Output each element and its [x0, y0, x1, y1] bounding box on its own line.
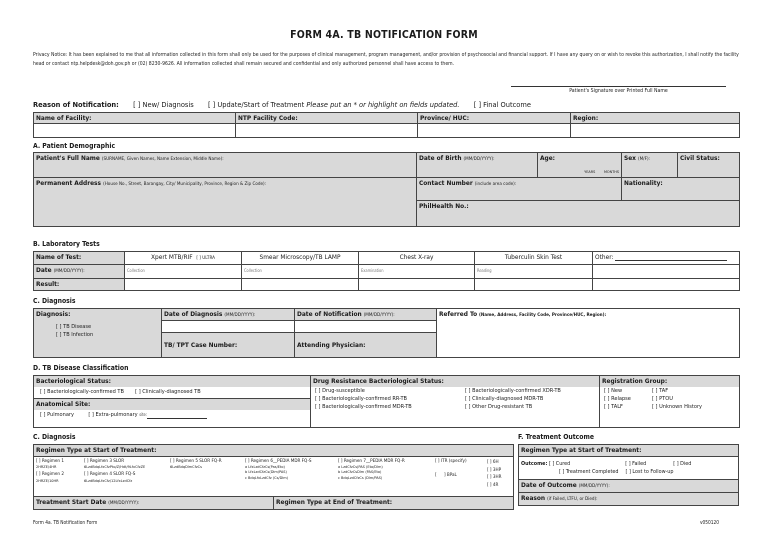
reg-options-left	[604, 387, 652, 411]
full-name-hint: (SURNAME, Given Names, Name Extension, Middle Name):	[101, 157, 224, 162]
philhealth-label: PhilHealth No.:	[419, 202, 469, 210]
civil-status-label: Civil Status:	[680, 154, 720, 162]
bact-confirmed-checkbox[interactable]: [ ] Bacteriologically-confirmed TB	[40, 389, 124, 395]
bpal-checkbox[interactable]: BPaL	[446, 473, 457, 479]
age-label: Age:	[540, 154, 556, 162]
pulmonary-checkbox[interactable]: [ ] Pulmonary	[40, 412, 74, 418]
dr-status-options	[311, 387, 599, 411]
reason-outcome-label: Reason	[521, 494, 546, 502]
treatment-outcome-table	[518, 444, 739, 506]
reg-group-option-left-3[interactable]: [ ] TALF	[604, 404, 623, 410]
dr-option-right-1[interactable]: [ ] Bacteriologically-confirmed XDR-TB	[465, 388, 561, 394]
registration-group-cell	[600, 376, 740, 428]
regimen-7-option-2[interactable]: b LzdCfzCsDlm (PAS/Eto)	[338, 469, 382, 475]
regimen-7-checkbox[interactable]: [ ] Regimen 7	[338, 459, 366, 464]
xpert-label: Xpert MTB/RIF	[151, 253, 193, 261]
outcome-label: Outcome:	[521, 461, 548, 467]
regimen-6-sub: PEDIA MDR FQ-S	[277, 459, 312, 464]
cxr-examination-hint: Examination	[361, 268, 384, 273]
diagnosis-table	[33, 308, 740, 358]
region-field[interactable]	[571, 124, 740, 138]
regimen-7-group: [ ] Regimen 7__PEDIA MDR FQ-R a LzdCfzCs(PAS (Eto/Dlm) b LzdCfzCsDlm (PAS/Eto) c BdqLzdCfzCs (Dlm/PAS)	[338, 459, 432, 480]
xpert-result-field[interactable]	[125, 279, 242, 291]
reg-group-option-right-3[interactable]: [ ] Unknown History	[652, 404, 702, 410]
tst-test-header: Tuberculin Skin Test	[475, 252, 593, 265]
section-b-title: B. Laboratory Tests	[33, 240, 100, 248]
tst-result-field[interactable]	[475, 279, 593, 291]
f-regimen-start-label: Regimen Type at Start of Treatment:	[519, 445, 739, 457]
reg-group-option-left-1[interactable]: [ ] New	[604, 388, 623, 394]
tst-reading-hint: Reading	[477, 268, 492, 273]
form-title: FORM 4A. TB NOTIFICATION FORM	[290, 29, 478, 41]
failed-checkbox[interactable]: [ ] Failed	[625, 461, 647, 467]
contact-label: Contact Number	[419, 179, 473, 187]
footer-form-name: Form 4a. TB Notification Form	[33, 521, 98, 526]
section-c2-title: C. Diagnosis	[33, 433, 76, 441]
date-row-label	[34, 265, 125, 279]
itr-checkbox[interactable]: [ ] ITR (specify)	[435, 459, 467, 464]
reason-final-checkbox[interactable]: [ ] Final Outcome	[473, 100, 531, 109]
xpert-date-field[interactable]	[125, 265, 242, 279]
attending-physician-cell[interactable]: Attending Physician:	[295, 333, 437, 358]
regimen-5-group	[170, 459, 244, 469]
section-a-title: A. Patient Demographic	[33, 142, 116, 150]
reason-update-checkbox[interactable]: [ ] Update/Start of Treatment	[207, 100, 305, 109]
dob-hint: (MM/DD/YYYY):	[463, 157, 495, 162]
nationality-label: Nationality:	[624, 179, 663, 187]
permanent-address-cell[interactable]	[34, 178, 417, 227]
tpt-option-4[interactable]: [ ] 4R	[487, 482, 499, 488]
test-date-hint: (MM/DD/YYYY):	[53, 269, 85, 274]
ltfu-checkbox[interactable]: [ ] Lost to Follow-up	[625, 469, 674, 475]
reason-outcome-hint: (if Failed, LTFU, or Died):	[547, 497, 598, 502]
case-number-cell[interactable]: TB/ TPT Case Number:	[162, 333, 295, 358]
regimen-7-option-3[interactable]: c BdqLzdCfzCs (Dlm/PAS)	[338, 474, 383, 480]
date-dx-hint: (MM/DD/YYYY):	[224, 313, 256, 318]
cxr-date-field[interactable]	[359, 265, 475, 279]
regimen-5-sub: SLOR FQ-R	[199, 459, 222, 464]
reg-group-option-left-2[interactable]: [ ] Relapse	[604, 396, 631, 402]
reg-group-option-right-2[interactable]: [ ] PTOU	[652, 396, 673, 402]
reg-group-label: Registration Group:	[600, 376, 739, 387]
dr-option-left-3[interactable]: [ ] Bacteriologically-confirmed MDR-TB	[315, 404, 412, 410]
xpert-test-header	[125, 252, 242, 265]
signature-line[interactable]	[511, 86, 726, 87]
date-of-notification-field[interactable]	[295, 321, 437, 333]
address-label: Permanent Address	[36, 179, 102, 187]
reg-group-options	[600, 387, 739, 411]
regimen-6-checkbox[interactable]: [ ] Regimen 6	[245, 459, 273, 464]
anat-site-options	[34, 410, 310, 420]
regimen-3-line: 6LzdBdqLfxCfzPto/Z/Hdt/9LfxCfzZE	[84, 464, 146, 470]
regimen-1-checkbox[interactable]: [ ] Regimen 1	[36, 459, 64, 464]
dr-option-right-2[interactable]: [ ] Clinically-diagnosed MDR-TB	[465, 396, 544, 402]
tpt-option-1[interactable]: [ ] 6H	[487, 460, 499, 465]
tpt-options	[487, 459, 511, 489]
dob-label: Date of Birth	[419, 154, 462, 162]
name-of-test-label: Name of Test:	[34, 252, 125, 265]
age-months-label: MONTHS	[603, 169, 619, 174]
smear-date-field[interactable]	[242, 265, 359, 279]
tst-date-field[interactable]	[475, 265, 593, 279]
province-huc-label: Province/ HUC:	[418, 113, 571, 124]
ntp-facility-code-field[interactable]	[236, 124, 418, 138]
nationality-cell[interactable]	[622, 178, 740, 201]
dr-option-left-1[interactable]: [ ] Drug-susceptible	[315, 388, 365, 394]
regimen-6-option-1[interactable]: a LfxLzdCfzCs(Pas/Eto)	[245, 464, 285, 470]
facility-table	[33, 112, 740, 138]
regimen-2-checkbox[interactable]: [ ] Regimen 2	[36, 472, 64, 478]
result-row-label: Result:	[34, 279, 125, 291]
date-dx-label: Date of Diagnosis	[164, 310, 223, 318]
referred-label: Referred To	[439, 310, 478, 318]
dr-option-left-2[interactable]: [ ] Bacteriologically-confirmed RR-TB	[315, 396, 408, 402]
section-c-title: C. Diagnosis	[33, 297, 76, 305]
laboratory-tests-table	[33, 251, 740, 291]
reason-of-notification	[33, 100, 739, 109]
dr-option-right-3[interactable]: [ ] Other Drug-resistant TB	[465, 404, 533, 410]
regimen-4-sub: SLOR FQ-S	[113, 472, 136, 478]
date-of-diagnosis-cell[interactable]	[162, 309, 295, 321]
province-huc-field[interactable]	[418, 124, 571, 138]
date-outcome-label: Date of Outcome	[521, 481, 577, 489]
test-date-label: Date	[36, 266, 52, 274]
tb-disease-checkbox[interactable]: [ ] TB Disease	[56, 324, 92, 330]
ntp-facility-code-label: NTP Facility Code:	[236, 113, 418, 124]
regimen-5-line: 6LzdBdqDlmCfzCs	[170, 464, 202, 470]
outcome-options-cell	[519, 457, 739, 480]
site-line[interactable]	[147, 412, 207, 419]
smear-result-field[interactable]	[242, 279, 359, 291]
sex-label: Sex	[624, 154, 636, 162]
signature-label: Patient's Signature over Printed Full Name	[569, 88, 668, 94]
xpert-collection-hint: Collection	[127, 268, 145, 273]
regimen-4-checkbox[interactable]: [ ] Regimen 4	[84, 472, 112, 478]
smear-collection-hint: Collection	[244, 268, 262, 273]
dob-cell[interactable]	[417, 153, 538, 178]
patient-full-name-cell[interactable]	[34, 153, 417, 178]
treatment-start-date-cell[interactable]	[34, 497, 274, 510]
clin-dx-checkbox[interactable]: [ ] Clinically-diagnosed TB	[135, 389, 201, 395]
smear-test-header: Smear Microscopy/TB LAMP	[242, 252, 359, 265]
facility-name-label: Name of Facility:	[34, 113, 236, 124]
tb-infection-checkbox[interactable]: [ ] TB Infection	[56, 332, 94, 338]
section-d-title: D. TB Disease Classification	[33, 364, 129, 372]
regimen-4-line: 6LzdBdqLfxCfz/12LfxLzdCfz	[84, 477, 133, 483]
date-of-notification-cell[interactable]	[295, 309, 437, 321]
reg-options-right	[652, 387, 702, 411]
start-date-hint: (MM/DD/YYYY):	[108, 501, 140, 506]
reg-group-option-right-1[interactable]: [ ] TAF	[652, 388, 669, 394]
regimen-6-lines	[245, 464, 335, 480]
date-outcome-hint: (MM/DD/YYYY):	[578, 484, 610, 489]
contact-hint: (include area code):	[474, 182, 517, 187]
reason-outcome-cell[interactable]	[519, 493, 739, 506]
privacy-notice: Privacy Notice: It has been explained to me that all information collected in this form shall only be used for the purposes of clinical management, program management, and/or provision of psychosocial and financial support. If I have any query on or wish to revoke this authorization, I shall notify the facility head or contact ntp.helpdesk@doh.gov.ph or (02) 8230-9626. All information collected shall remain secured and confidential and only authorized personnel shall have access to them.	[33, 52, 739, 67]
regimen-7-sub: PEDIA MDR FQ-R	[370, 459, 405, 464]
regimen-options-cell	[34, 457, 514, 497]
address-hint: (House No., Street, Barangay, City/ Municipality, Province, Region & Zip Code):	[103, 182, 267, 187]
regimen-start-label: Regimen Type at Start of Treatment:	[34, 445, 514, 457]
other-result-field[interactable]	[593, 279, 740, 291]
date-notif-hint: (MM/DD/YYYY):	[363, 313, 395, 318]
cxr-test-header: Chest X-ray	[359, 252, 475, 265]
bact-status-label: Bacteriological Status:	[34, 376, 310, 387]
itr-group: [ ] ITR (specify) [ ] BPaL	[435, 459, 485, 478]
regimen-3-sub: SLOR	[113, 459, 125, 464]
anat-site-label: Anatomical Site:	[34, 399, 310, 410]
tpt-option-3[interactable]: [ ] 3HR	[487, 475, 502, 480]
date-notif-label: Date of Notification	[297, 310, 362, 318]
full-name-label: Patient's Full Name	[36, 154, 100, 162]
contact-number-cell[interactable]	[417, 178, 622, 201]
regimen-7-option-1[interactable]: a LzdCfzCs(PAS (Eto/Dlm)	[338, 464, 383, 470]
diagnosis-label: Diagnosis:	[36, 310, 71, 318]
regimen-1-2-group	[36, 459, 84, 483]
other-test-cell[interactable]	[593, 252, 740, 265]
date-of-diagnosis-field[interactable]	[162, 321, 295, 333]
tpt-option-2[interactable]: [ ] 3HP	[487, 467, 502, 473]
other-test-line[interactable]	[615, 254, 727, 261]
regimen-table	[33, 444, 514, 510]
regimen-6-option-3[interactable]: c BdqLfxLzdCfz (Cs/Dlm)	[245, 474, 289, 480]
referred-hint: (Name, Address, Facility Code, Province/HUC, Region):	[478, 313, 607, 318]
cxr-result-field[interactable]	[359, 279, 475, 291]
died-checkbox[interactable]: [ ] Died	[673, 461, 692, 467]
ultra-checkbox[interactable]: [ ] ULTRA	[196, 256, 215, 261]
bact-status-options	[34, 387, 310, 399]
age-years-label: YEARS	[584, 169, 596, 174]
age-cell[interactable]	[538, 153, 622, 178]
regimen-3-checkbox[interactable]: [ ] Regimen 3	[84, 459, 112, 464]
dr-options-right	[465, 387, 561, 411]
other-test-label: Other:	[595, 253, 614, 261]
regimen-2-sub: 2HRZE/10HR	[36, 477, 59, 483]
section-f-title: F. Treatment Outcome	[518, 433, 595, 441]
civil-status-cell[interactable]	[678, 153, 740, 178]
other-date-field[interactable]	[593, 265, 740, 279]
completed-checkbox[interactable]: [ ] Treatment Completed	[559, 469, 619, 475]
regimen-3-4-group	[84, 459, 168, 483]
regimen-7-lines	[338, 464, 432, 480]
regimen-end-cell[interactable]: Regimen Type at End of Treatment:	[274, 497, 514, 510]
regimen-1-sub: 2HRZE/4HR	[36, 464, 57, 470]
footer-version: v050120	[700, 521, 720, 526]
drug-resistance-cell	[311, 376, 600, 428]
bact-anat-cell	[34, 376, 311, 428]
facility-name-field[interactable]	[34, 124, 236, 138]
start-date-label: Treatment Start Date	[36, 498, 107, 506]
reason-label: Reason of Notification:	[33, 100, 119, 109]
site-hint: site:	[139, 412, 147, 417]
regimen-6-option-2[interactable]: b LfxLzdCfzCs(Dlm/PAS)	[245, 469, 287, 475]
diagnosis-cell	[34, 309, 162, 358]
date-of-outcome-cell[interactable]	[519, 480, 739, 493]
sex-cell[interactable]	[622, 153, 678, 178]
region-label: Region:	[571, 113, 740, 124]
cured-checkbox[interactable]: [ ] Cured	[548, 461, 571, 467]
reason-note: Please put an * or highlight on fields updated.	[306, 100, 460, 109]
regimen-5-checkbox[interactable]: [ ] Regimen 5	[170, 459, 198, 464]
dr-status-label: Drug Resistance Bacteriological Status:	[311, 376, 599, 387]
regimen-6-group: [ ] Regimen 6__PEDIA MDR FQ-S a LfxLzdCfzCs(Pas/Eto) b LfxLzdCfzCs(Dlm/PAS) c BdqLfxLzdCfz (Cs/Dlm)	[245, 459, 335, 480]
dr-options-left	[315, 387, 465, 411]
philhealth-cell[interactable]	[417, 201, 740, 227]
sex-hint: (M/F):	[638, 157, 650, 162]
extra-pulmonary-checkbox[interactable]: [ ] Extra-pulmonary	[88, 412, 138, 418]
reason-new-checkbox[interactable]: [ ] New/ Diagnosis	[133, 100, 194, 109]
referred-to-cell[interactable]	[437, 309, 740, 358]
classification-table	[33, 375, 740, 428]
patient-demographic-table	[33, 152, 740, 227]
